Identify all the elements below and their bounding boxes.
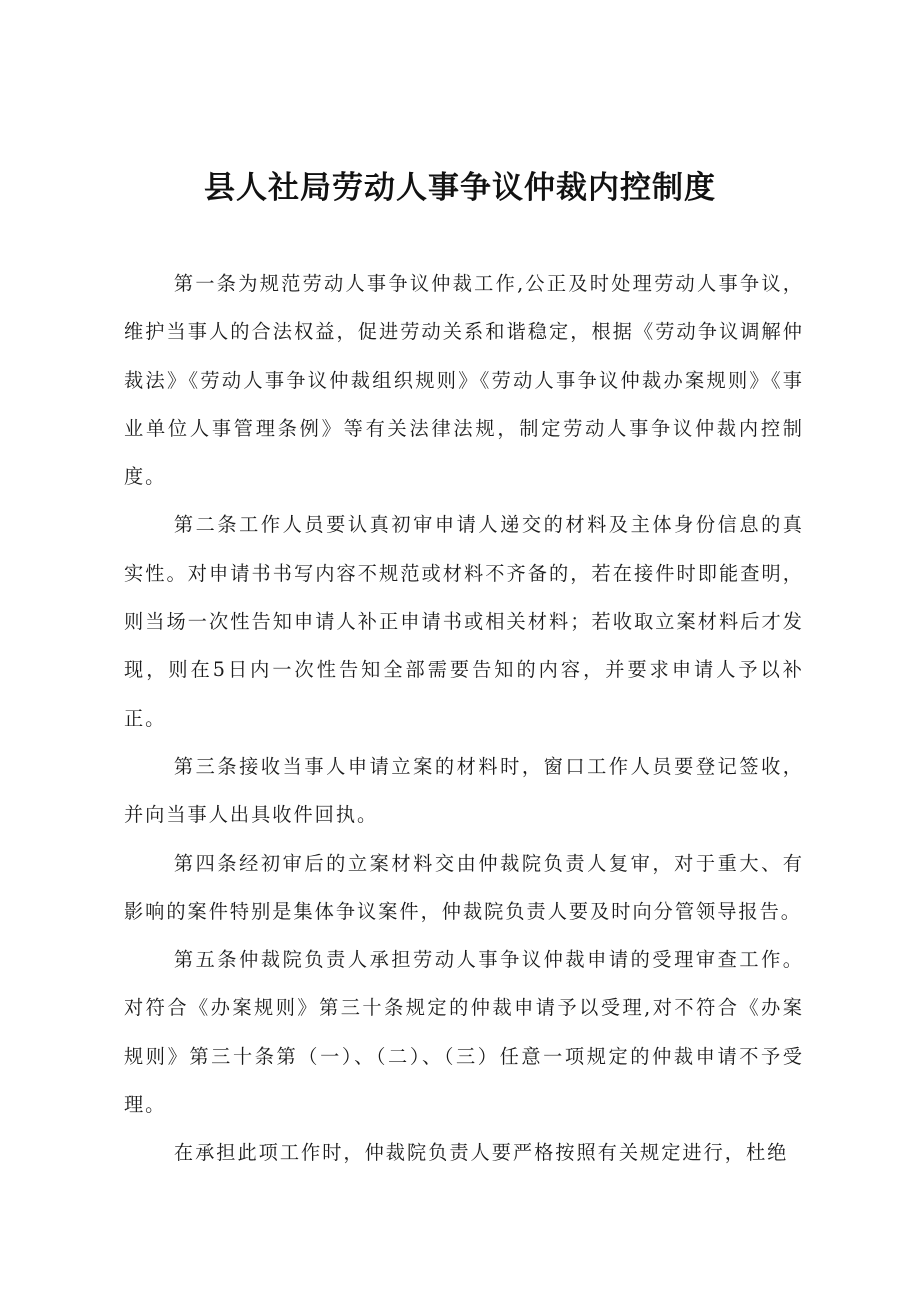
paragraph-article-4: 第四条经初审后的立案材料交由仲裁院负责人复审，对于重大、有影响的案件特别是集体争议案件，仲裁院负责人要及时向分管领导报告。	[124, 851, 804, 923]
document-title: 县人社局劳动人事争议仲裁内控制度	[204, 170, 716, 206]
paragraph-continuation: 在承担此项工作时，仲裁院负责人要严格按照有关规定进行，杜绝	[173, 1141, 789, 1165]
paragraph-article-1: 第一条为规范劳动人事争议仲裁工作,公正及时处理劳动人事争议，维护当事人的合法权益，促进劳动关系和谐稳定，根据《劳动争议调解仲裁法》《劳动人事争议仲裁组织规则》《劳动人事争议仲裁办案规则》《事业单位人事管理条例》等有关法律法规，制定劳动人事争议仲裁内控制度。	[124, 272, 804, 489]
paragraph-article-5: 第五条仲裁院负责人承担劳动人事争议仲裁申请的受理审查工作。对符合《办案规则》第三十条规定的仲裁申请予以受理,对不符合《办案规则》第三十条第（一）、（二）、（三）任意一项规定的仲裁申请不予受理。	[124, 948, 804, 1117]
document-body	[124, 260, 804, 1178]
paragraph-article-2: 第二条工作人员要认真初审申请人递交的材料及主体身份信息的真实性。对申请书书写内容不规范或材料不齐备的，若在接件时即能查明，则当场一次性告知申请人补正申请书或相关材料；若收取立案材料后才发现，则在5日内一次性告知全部需要告知的内容，并要求申请人予以补正。	[124, 513, 804, 730]
paragraph-article-3: 第三条接收当事人申请立案的材料时，窗口工作人员要登记签收，并向当事人出具收件回执。	[124, 754, 804, 827]
